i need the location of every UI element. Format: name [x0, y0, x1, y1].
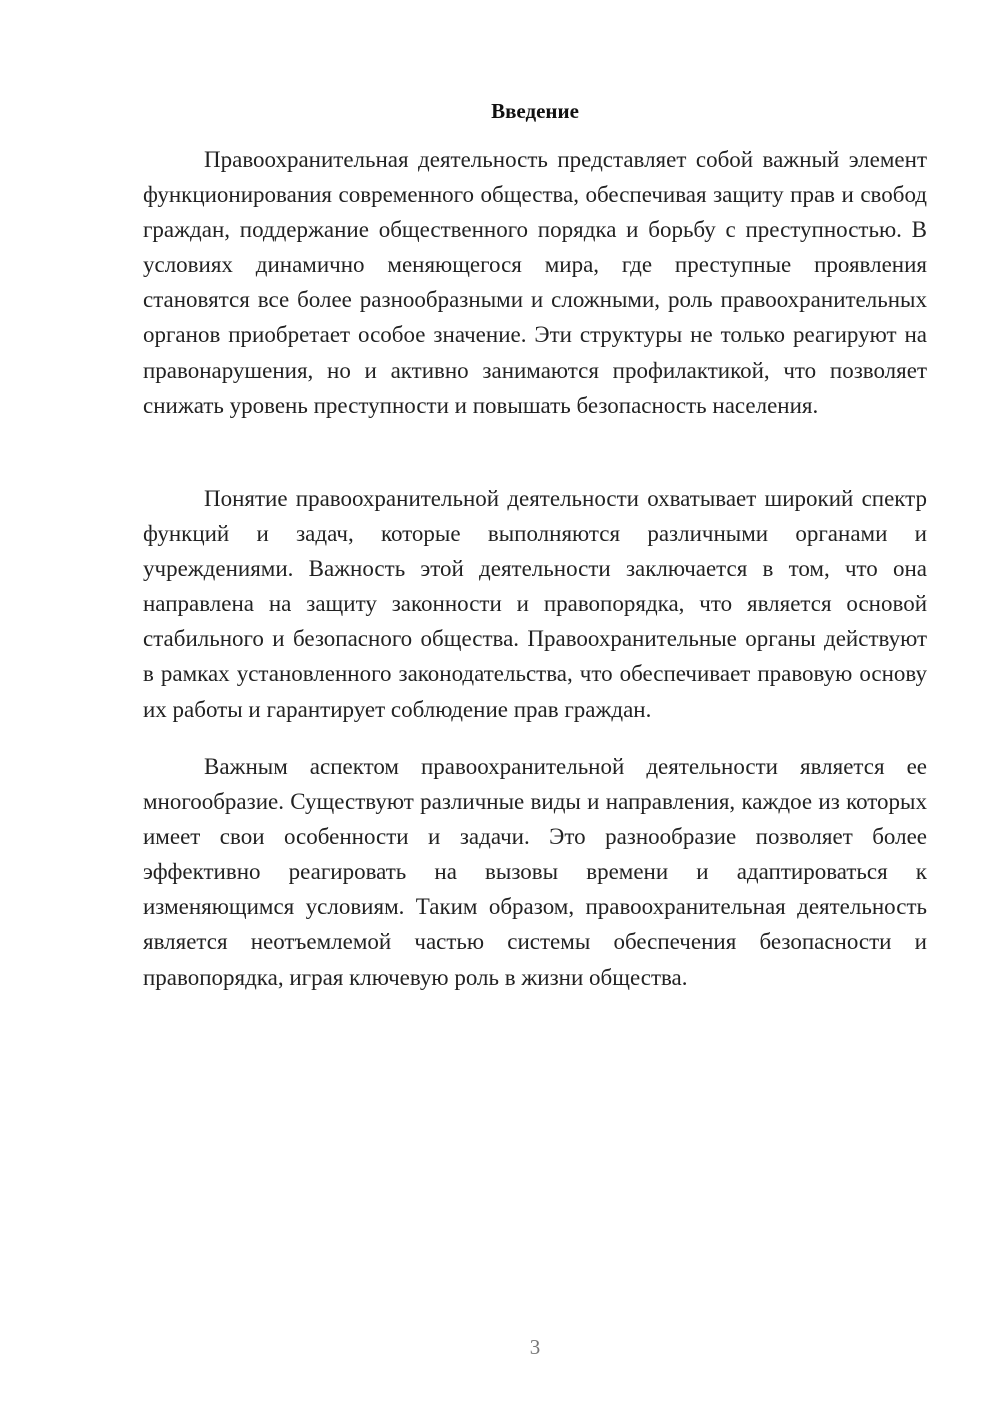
paragraph-2: Понятие правоохранительной деятельности охватывает широкий спектр функций и задач, которые выполняются различными органами и учреждениями. Важность этой деятельности заключается в том, что она направлена на защиту законности и правопорядка, что является основой стабильного и безопасного общества. Правоохранительные органы действуют в рамках установленного законодательства, что обеспечивает правовую основу их работы и гарантирует соблюдение прав граждан.	[143, 486, 927, 722]
page-number: 3	[529, 1335, 541, 1359]
section-heading: Введение	[491, 99, 579, 123]
paragraph-3: Важным аспектом правоохранительной деятельности является ее многообразие. Существуют различные виды и направления, каждое из которых имеет свои особенности и задачи. Это разнообразие позволяет более эффективно реагировать на вызовы времени и адаптироваться к изменяющимся условиям. Таким образом, правоохранительная деятельность является неотъемлемой частью системы обеспечения безопасности и правопорядка, играя ключевую роль в жизни общества.	[143, 754, 927, 990]
paragraph-1: Правоохранительная деятельность представляет собой важный элемент функционирования современного общества, обеспечивая защиту прав и свобод граждан, поддержание общественного порядка и борьбу с преступностью. В условиях динамично меняющегося мира, где преступные проявления становятся все более разнообразными и сложными, роль правоохранительных органов приобретает особое значение. Эти структуры не только реагируют на правонарушения, но и активно занимаются профилактикой, что позволяет снижать уровень преступности и повышать безопасность населения.	[143, 147, 927, 418]
